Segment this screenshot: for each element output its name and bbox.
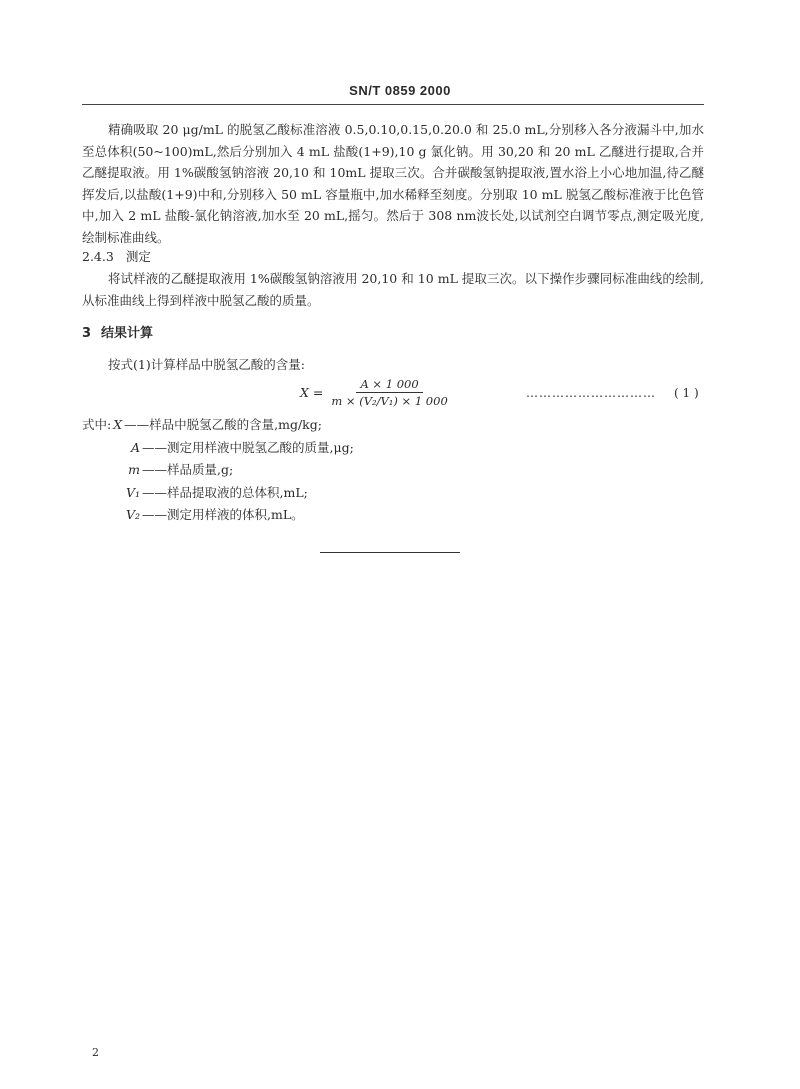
equation-fraction <box>331 377 447 408</box>
page-header: SN/T 0859 2000 <box>349 83 451 98</box>
subsection-title: 测定 <box>125 249 151 264</box>
variable-definitions <box>82 414 354 527</box>
subsection-number: 2.4.3 <box>82 249 114 264</box>
variable-row <box>82 414 354 437</box>
section-number: 3 <box>82 326 92 341</box>
variable-row <box>82 437 354 460</box>
equation-denominator: m × (V₂/V₁) × 1 000 <box>331 394 448 408</box>
end-rule <box>320 552 460 553</box>
variable-symbol: X <box>113 417 123 432</box>
variable-description: ——样品中脱氢乙酸的含量,mg/kg; <box>124 417 322 432</box>
header-rule <box>82 104 704 105</box>
paragraph-measurement: 将试样液的乙醚提取液用 1%碳酸氢钠溶液用 20,10 和 10 mL 提取三次。以下操作步骤同标准曲线的绘制,从标准曲线上得到样液中脱氢乙酸的质量。 <box>82 271 704 308</box>
equation <box>300 377 448 408</box>
variable-description: ——样品质量,g; <box>142 462 234 477</box>
formula-intro: 按式(1)计算样品中脱氢乙酸的含量: <box>108 357 305 372</box>
equation-numerator: A × 1 000 <box>356 377 422 393</box>
paragraph-standard-curve: 精确吸取 20 μg/mL 的脱氢乙酸标准溶液 0.5,0.10,0.15,0.20.0 和 25.0 mL,分别移入各分液漏斗中,加水至总体积(50~100)mL,然后分别加入 4 mL 盐酸(1+9),10 g 氯化钠。用 30,20 和 20 mL 乙醚进行提取,合并乙醚提取液。用 1%碳酸氢钠溶液 20,10 和 10mL 提取三次。合并碳酸氢钠提取液,置水浴上小心地加温,待乙醚挥发后,以盐酸(1+9)中和,分别移入 50 mL 容量瓶中,加水稀释至刻度。分别取 10 mL 脱氢乙酸标准液于比色管中,加入 2 mL 盐酸-氯化钠溶液,加水至 20 mL,摇匀。然后于 308 nm波长处,以试剂空白调节零点,测定吸光度,绘制标准曲线。 <box>82 122 704 245</box>
variable-row <box>82 482 354 505</box>
section-heading <box>82 322 163 341</box>
variable-symbol: A <box>130 439 140 455</box>
variable-description: ——测定用样液的体积,mL。 <box>142 507 304 522</box>
variable-row <box>82 504 354 527</box>
variable-symbol: V₂ <box>125 507 140 522</box>
equation-lhs: X = <box>300 385 324 400</box>
section-title: 结果计算 <box>101 326 154 341</box>
variable-symbol: V₁ <box>125 484 140 500</box>
equation-leader: ………………………… <box>526 386 656 400</box>
variable-symbol: m <box>128 462 140 477</box>
variables-prefix: 式中: <box>82 417 112 432</box>
variable-row <box>82 459 354 482</box>
page-number: 2 <box>92 1046 99 1059</box>
subsection-heading <box>82 247 163 265</box>
variable-description: ——测定用样液中脱氢乙酸的质量,μg; <box>142 439 354 455</box>
variable-description: ——样品提取液的总体积,mL; <box>142 484 308 500</box>
equation-number: ( 1 ) <box>674 386 699 400</box>
